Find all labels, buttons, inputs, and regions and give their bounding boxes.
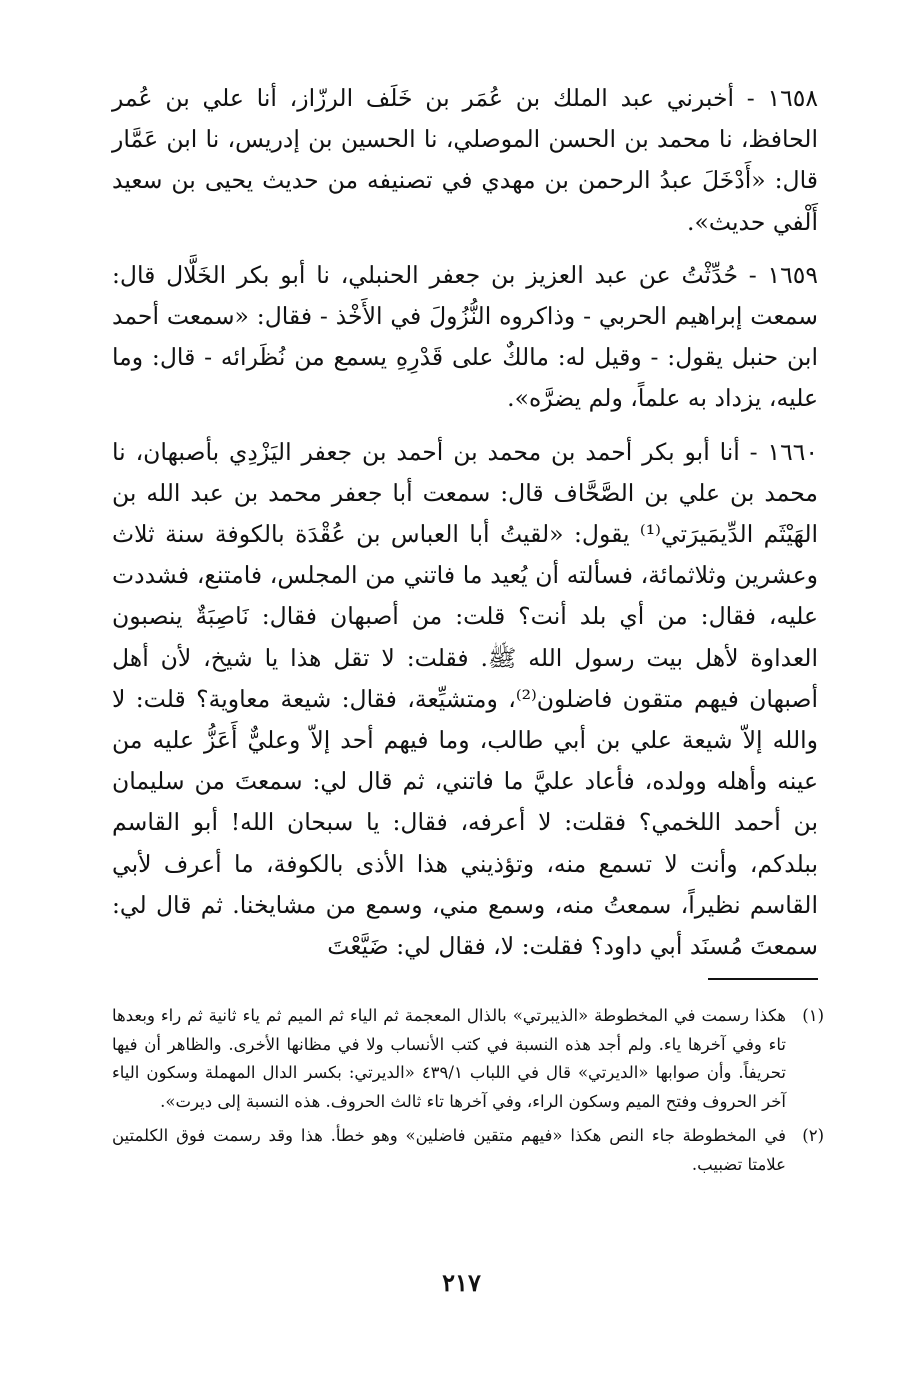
paragraph-1659: ١٦٥٩ - حُدِّثْتُ عن عبد العزيز بن جعفر الحنبلي، نا أبو بكر الخَلَّال قال: سمعت إبراهيم الحربي - وذاكروه النُّزُولَ في الأَخْذ - فقال: «سمعت أحمد ابن حنبل يقول: - وقيل له: مالكٌ على قَدْرِهِ يسمع من نُظَرائه - قال: وما عليه، يزداد به علماً، ولم يضرَّه».: [112, 260, 818, 413]
footnotes: [112, 1002, 824, 1185]
paragraph-1658: ١٦٥٨ - أخبرني عبد الملك بن عُمَر بن خَلَف الرزّاز، أنا علي بن عُمر الحافظ، نا محمد بن الحسن الموصلي، نا الحسين بن إدريس، نا ابن عَمَّار قال: «أَدْخَلَ عبدُ الرحمن بن مهدي في تصنيفه من حديث يحيى بن سعيد أَلْفي حديث».: [112, 84, 818, 236]
footnote-text: هكذا رسمت في المخطوطة «الذيبرتي» بالذال المعجمة ثم الياء ثم الميم ثم ياء ثانية ثم راء وبعدها تاء وفي آخرها ياء. ولم أجد هذه النسبة في كتب الأنساب ولا في مظانها الأخرى. والظاهر أن فيها تحريفاً. وأن صوابها «الديرتي» قال في اللباب ٤٣٩/١ «الديرتي: بكسر الدال المهملة وسكون الياء آخر الحروف وفتح الميم وسكون الراء، وفي آخرها تاء ثالث الحروف. هذه النسبة إلى ديرت».: [112, 1006, 786, 1111]
footnote-number: (١): [802, 1006, 824, 1025]
footnote-2: [112, 1122, 824, 1179]
footnote-1: [112, 1002, 824, 1116]
footnote-number: (٢): [802, 1126, 824, 1145]
main-text: [112, 78, 818, 979]
paragraph-1660: ١٦٦٠ - أنا أبو بكر أحمد بن محمد بن أحمد بن جعفر اليَزْدِي بأصبهان، نا محمد بن علي بن الصَّحَّاف قال: سمعت أبا جعفر محمد بن عبد الله بن الهَيْثَم الدِّيمَيرَتي⁽¹⁾ يقول: «لقيتُ أبا العباس بن عُقْدَة بالكوفة سنة ثلاث وعشرين وثلاثمائة، فسألته أن يُعيد ما فاتني من المجلس، فامتنع، فشددت عليه، فقال: من أي بلد أنت؟ قلت: من أصبهان فقال: نَاصِبَةٌ ينصبون العداوة لأهل بيت رسول الله ﷺ. فقلت: لا تقل هذا يا شيخ، لأن أهل أصبهان فيهم متقون فاضلون⁽²⁾، ومتشيِّعة، فقال: شيعة معاوية؟ قلت: لا والله إلاّ شيعة علي بن أبي طالب، وما فيهم أحد إلاّ وعليٌّ أَعَزُّ عليه من عينه وأهله وولده، فأعاد عليَّ ما فاتني، ثم قال لي: سمعتَ من سليمان بن أحمد اللخمي؟ فقلت: لا أعرفه، فقال: يا سبحان الله! أبو القاسم ببلدكم، وأنت لا تسمع منه، وتؤذيني هذا الأذى بالكوفة، ما أعرف لأبي القاسم نظيراً، سمعتُ منه، وسمع مني، وسمع من مشايخنا. ثم قال لي: سمعتَ مُسنَد أبي داود؟ فقلت: لا، فقال لي: ضَيَّعْتَ: [112, 437, 819, 961]
footnote-text: في المخطوطة جاء النص هكذا «فيهم متقين فاضلين» وهو خطأ. هذا وقد رسمت فوق الكلمتين علامتا تضبيب.: [112, 1126, 786, 1174]
page-number: ٢١٧: [442, 1268, 481, 1297]
footnote-separator: [708, 978, 818, 980]
